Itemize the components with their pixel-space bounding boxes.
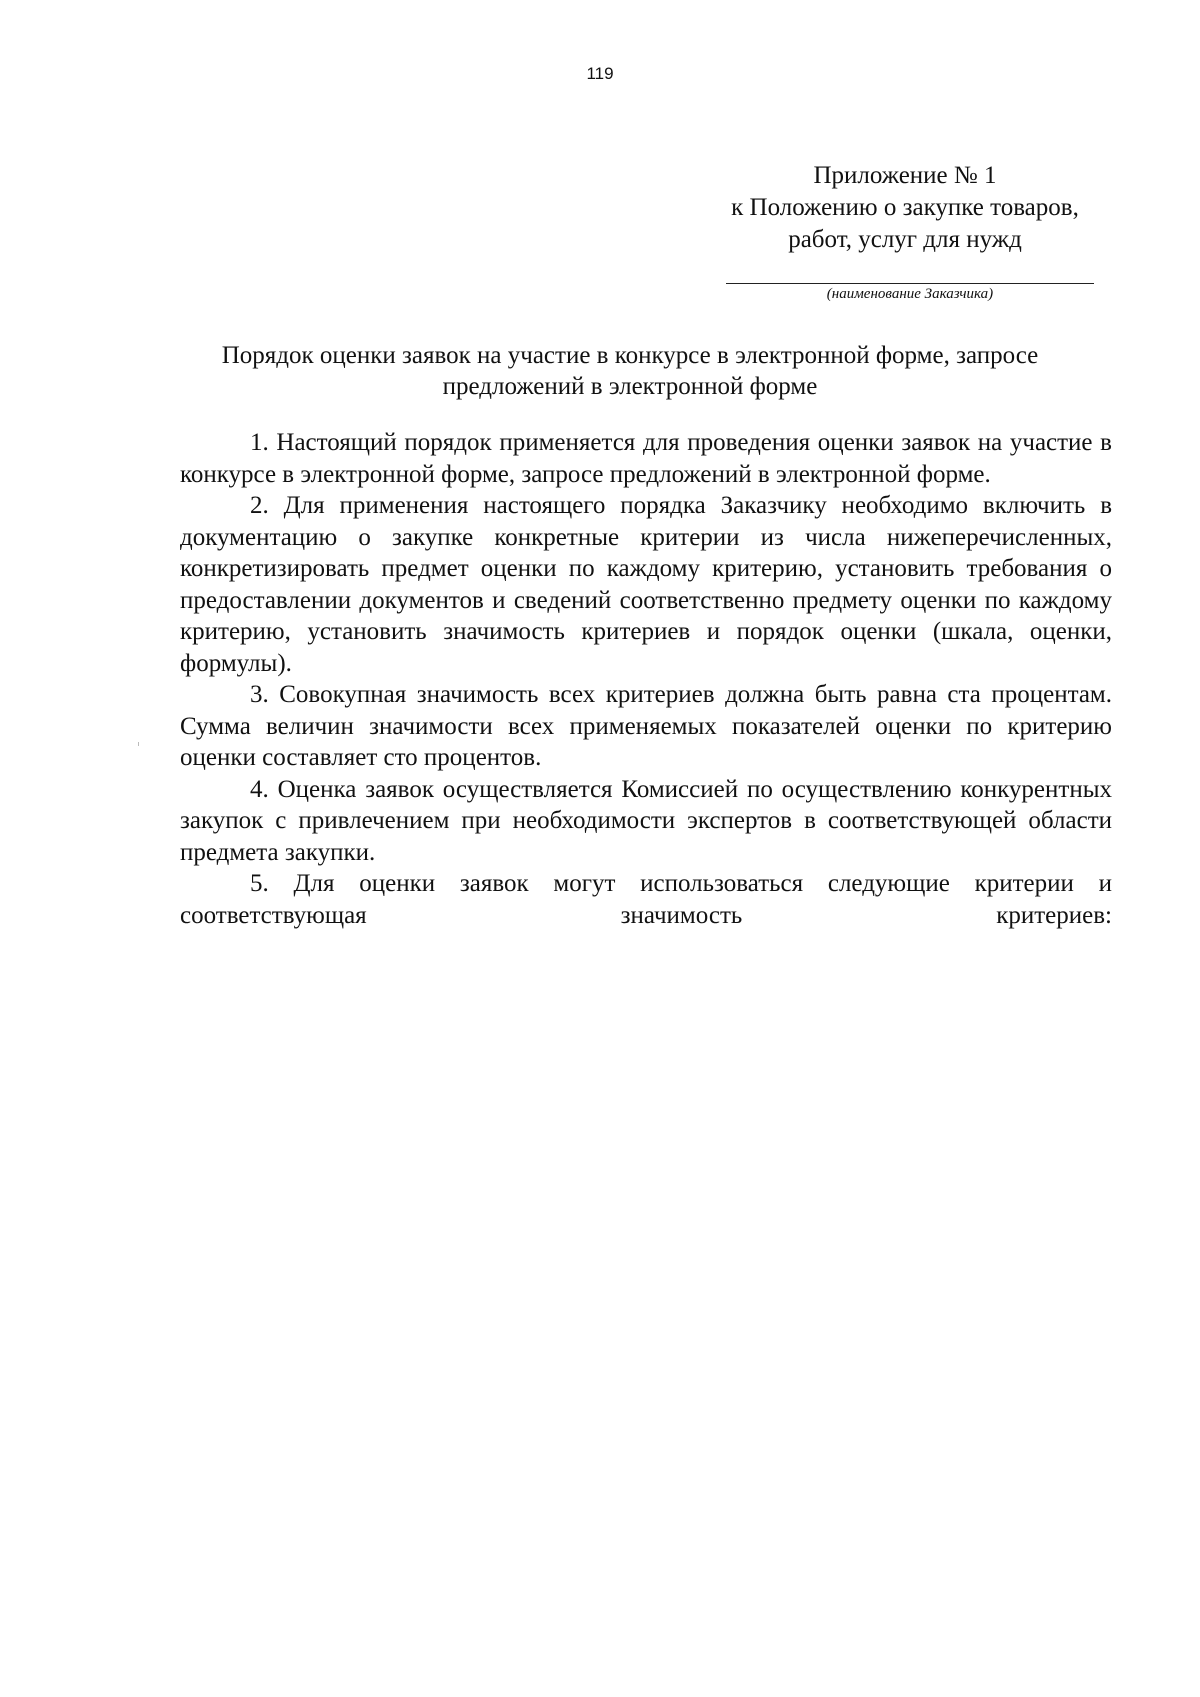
customer-name-blank-line — [726, 283, 1094, 284]
paragraph-5: 5. Для оценки заявок могут использоваться следующие критерии и соответствующая значимость критериев: — [180, 870, 1112, 929]
paragraph-3: 3. Совокупная значимость всех критериев должна быть равна ста процентам. Сумма величин значимости всех применяемых показателей оценки по критерию оценки составляет сто процентов. — [180, 681, 1112, 771]
document-title — [160, 340, 1100, 402]
document-title-line-2: предложений в электронной форме — [442, 373, 818, 400]
paragraph-2: 2. Для применения настоящего порядка Заказчику необходимо включить в документацию о закупке конкретные критерии из числа нижеперечисленных, конкретизировать предмет оценки по каждому критерию, установить требования о предоставлении документов и сведений соответственно предмету оценки по каждому критерию, установить значимость критериев и порядок оценки (шкала, оценки, формулы). — [180, 492, 1112, 677]
annex-block — [705, 160, 1105, 256]
annex-reference-cont: работ, услуг для нужд — [788, 226, 1022, 253]
document-body — [180, 427, 1112, 931]
scan-artifact — [138, 742, 139, 746]
customer-name-caption: (наименование Заказчика) — [826, 286, 994, 302]
paragraph-4: 4. Оценка заявок осуществляется Комиссией по осуществлению конкурентных закупок с привлечением при необходимости экспертов в соответствующей области предмета закупки. — [180, 775, 1112, 866]
paragraph-1: 1. Настоящий порядок применяется для проведения оценки заявок на участие в конкурсе в электронной форме, запросе предложений в электронной форме. — [180, 429, 1112, 488]
page-number: 119 — [586, 64, 614, 83]
annex-title: Приложение № 1 — [813, 162, 997, 189]
document-title-line-1: Порядок оценки заявок на участие в конкурсе в электронной форме, запросе — [221, 342, 1039, 369]
annex-reference: к Положению о закупке товаров, — [731, 194, 1079, 221]
